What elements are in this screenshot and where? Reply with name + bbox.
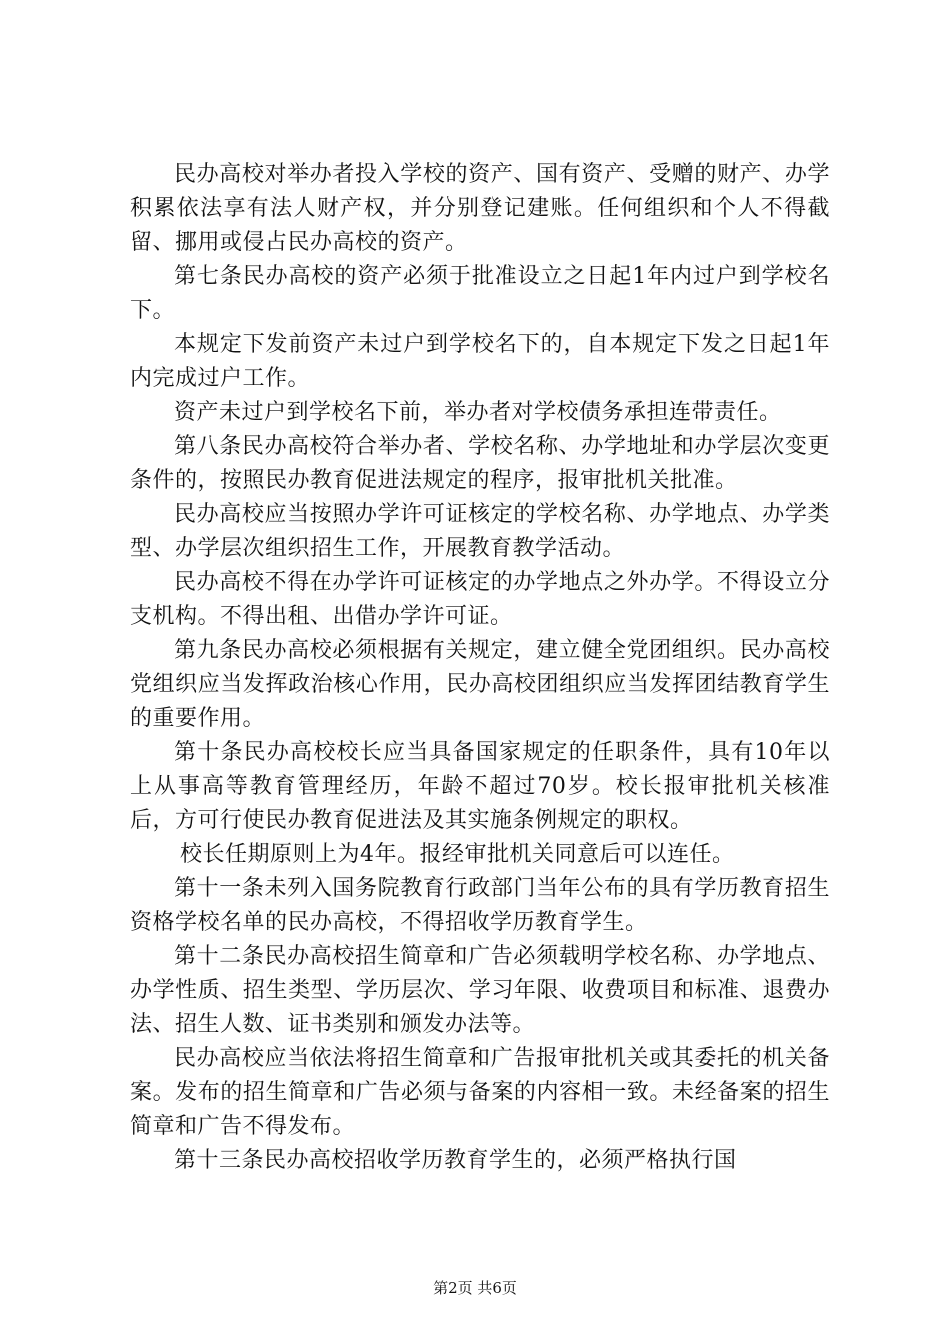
paragraph-article-12: 第十二条民办高校招生简章和广告必须载明学校名称、办学地点、办学性质、招生类型、学历层次、学习年限、收费项目和标准、退费办法、招生人数、证书类别和颁发办法等。 [130, 944, 830, 1037]
paragraph-assets-ownership: 民办高校对举办者投入学校的资产、国有资产、受赠的财产、办学积累依法享有法人财产权，并分别登记建账。任何组织和个人不得截留、挪用或侵占民办高校的资产。 [130, 162, 830, 255]
paragraph-article-9: 第九条民办高校必须根据有关规定，建立健全党团组织。民办高校党组织应当发挥政治核心作用，民办高校团组织应当发挥团结教育学生的重要作用。 [130, 638, 830, 731]
paragraph-ad-filing: 民办高校应当依法将招生简章和广告报审批机关或其委托的机关备案。发布的招生简章和广告必须与备案的内容相一致。未经备案的招生简章和广告不得发布。 [130, 1046, 830, 1139]
paragraph-principal-term: 校长任期原则上为4年。报经审批机关同意后可以连任。 [180, 842, 735, 867]
document-body [130, 158, 830, 1178]
paragraph-article-11: 第十一条未列入国务院教育行政部门当年公布的具有学历教育招生资格学校名单的民办高校，不得招收学历教育学生。 [130, 876, 830, 935]
paragraph-license-scope: 民办高校应当按照办学许可证核定的学校名称、办学地点、办学类型、办学层次组织招生工作，开展教育教学活动。 [130, 502, 830, 561]
page-footer [0, 1277, 950, 1298]
paragraph-article-13: 第十三条民办高校招收学历教育学生的，必须严格执行国 [174, 1148, 737, 1173]
page-number-label: 第2页 共6页 [433, 1279, 517, 1297]
paragraph-article-7: 第七条民办高校的资产必须于批准设立之日起1年内过户到学校名下。 [130, 264, 830, 323]
paragraph-transfer-deadline: 本规定下发前资产未过户到学校名下的，自本规定下发之日起1年内完成过户工作。 [130, 332, 830, 391]
paragraph-no-branches: 民办高校不得在办学许可证核定的办学地点之外办学。不得设立分支机构。不得出租、出借办学许可证。 [130, 570, 830, 629]
paragraph-article-8: 第八条民办高校符合举办者、学校名称、办学地址和办学层次变更条件的，按照民办教育促进法规定的程序，报审批机关批准。 [130, 434, 830, 493]
paragraph-joint-liability: 资产未过户到学校名下前，举办者对学校债务承担连带责任。 [174, 400, 782, 425]
paragraph-article-10: 第十条民办高校校长应当具备国家规定的任职条件，具有10年以上从事高等教育管理经历，年龄不超过70岁。校长报审批机关核准后，方可行使民办教育促进法及其实施条例规定的职权。 [130, 740, 830, 833]
